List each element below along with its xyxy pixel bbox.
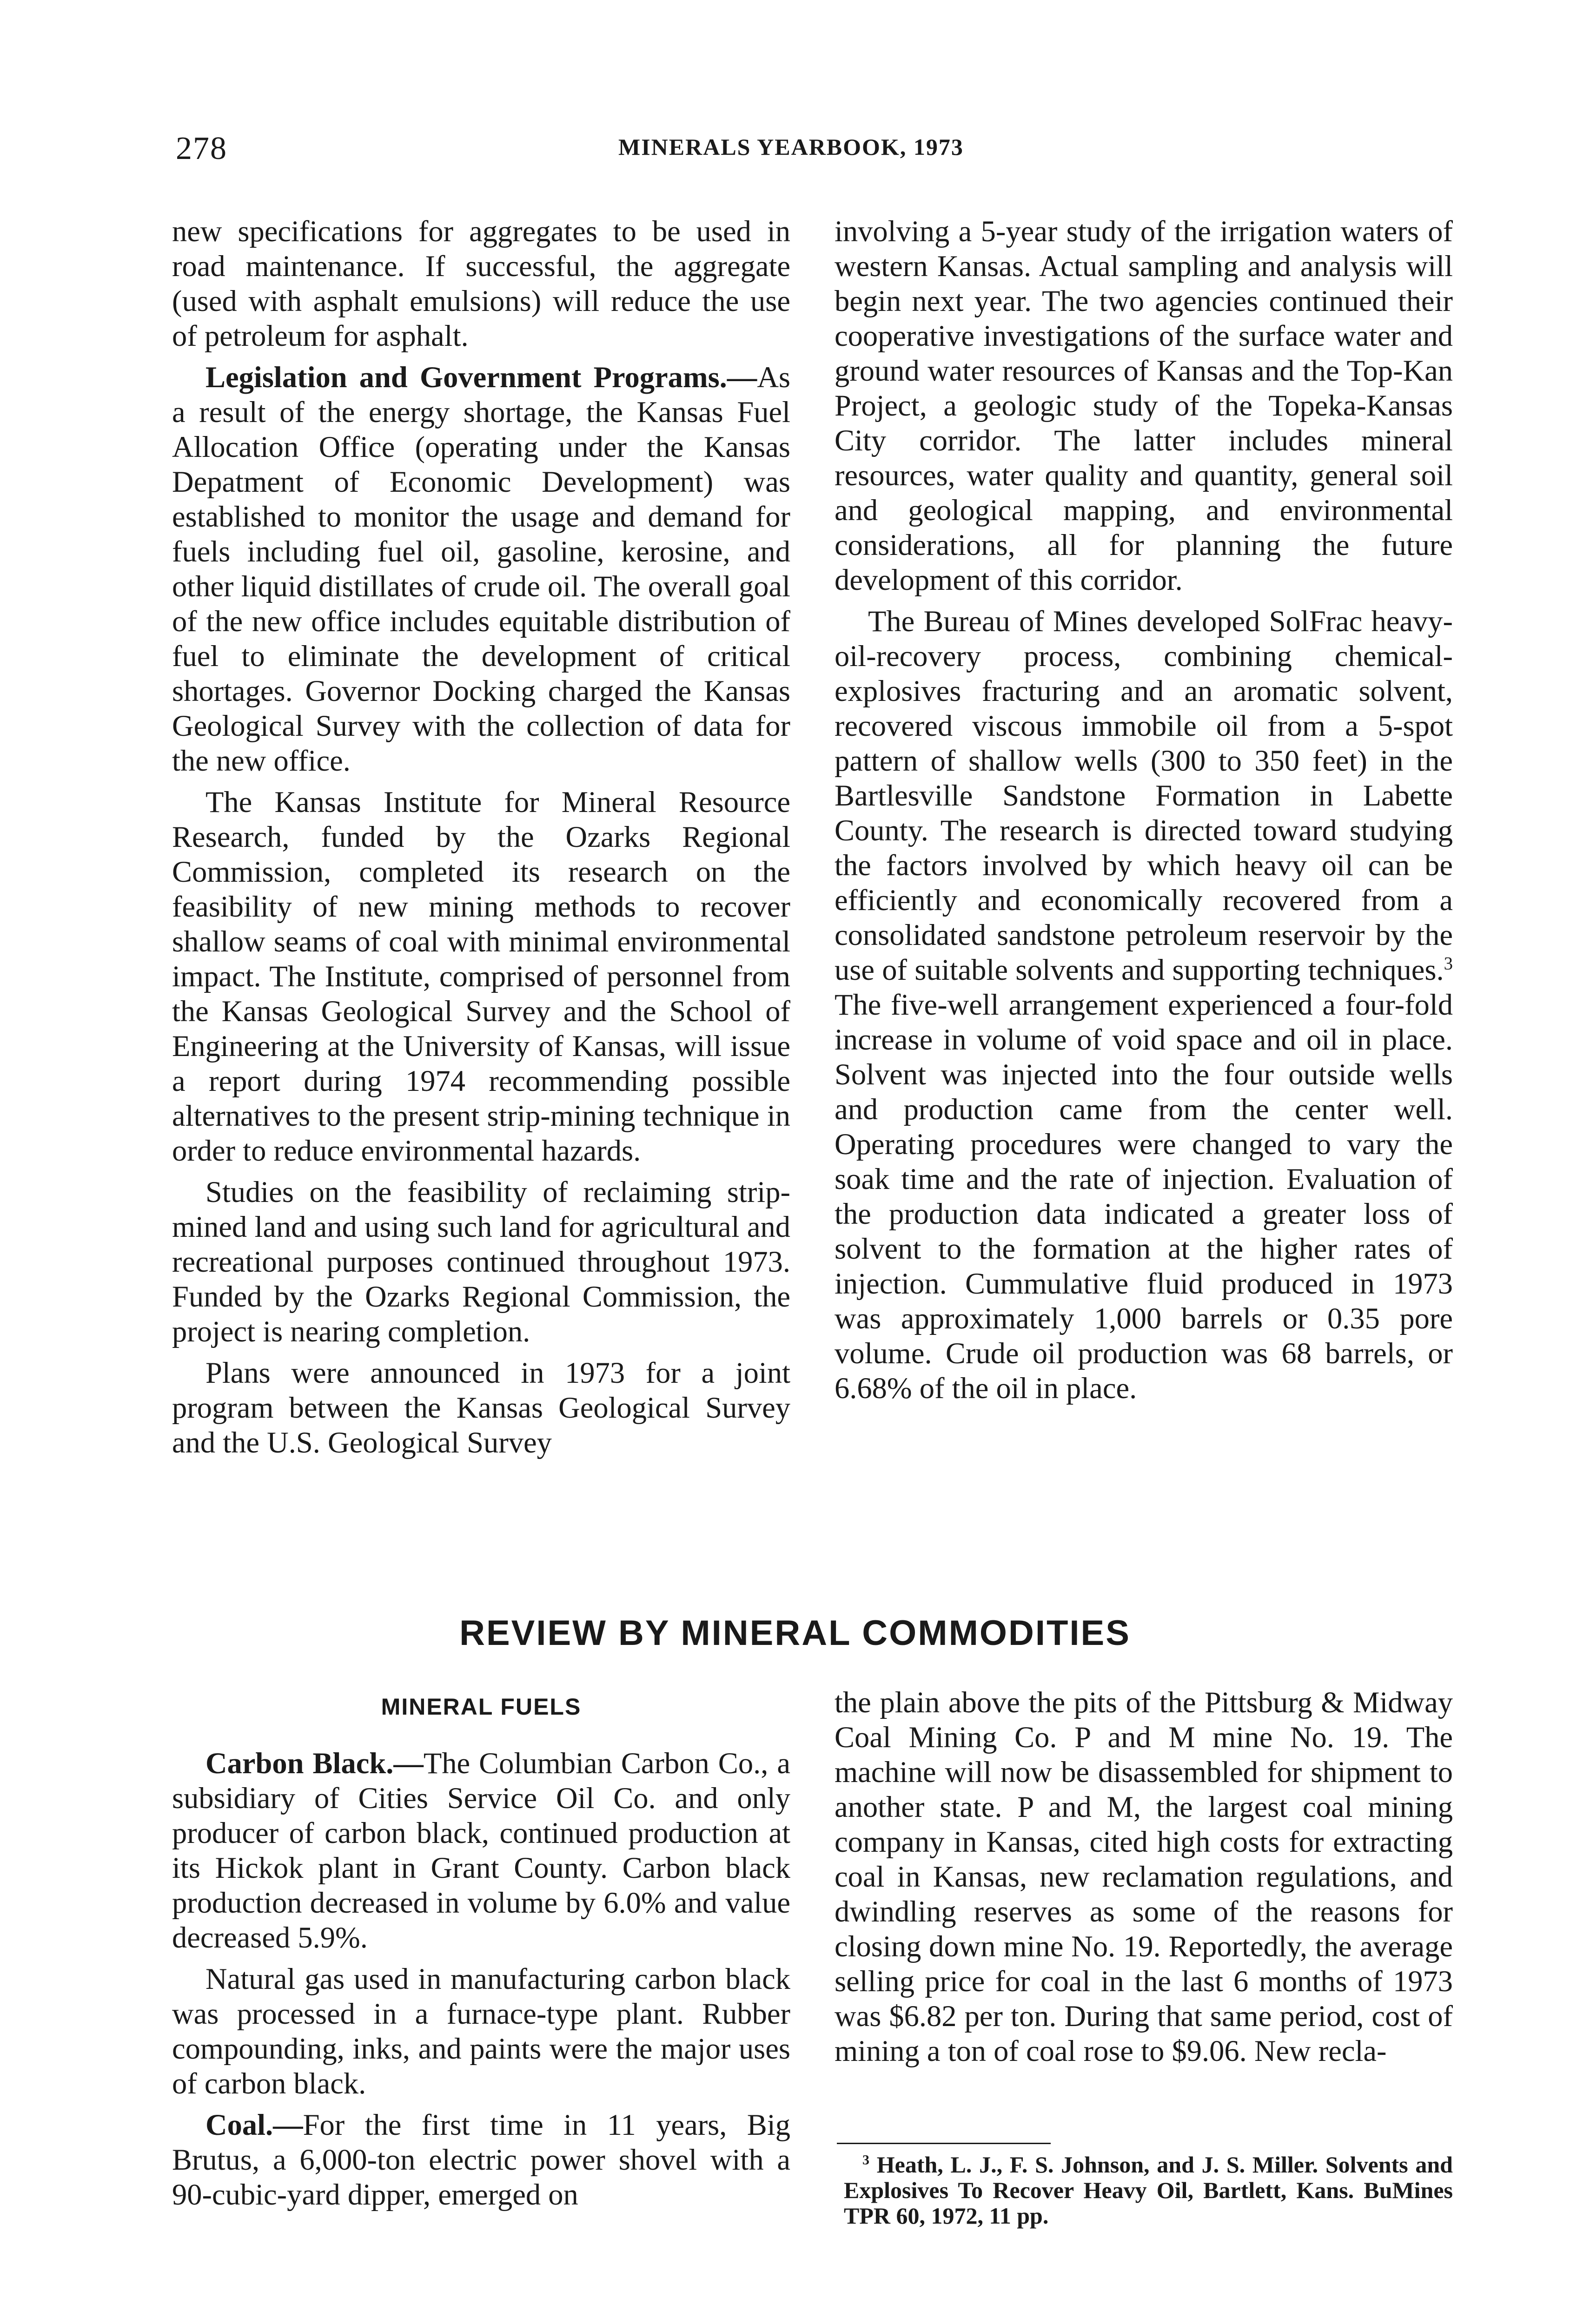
paragraph-legislation-body: As a result of the energy shortage, the Kansas Fuel Allocation Office (operating under the Kansas Depatment of Economic Development) was established to monitor the usage and demand for fuels including fuel oil, gasoline, kerosine, and other liquid distillates of crude oil. The overall goal of the new office includes equitable distribution of fuel to eliminate the development of critical shortages. Governor Docking charged the Kansas Geological Survey with the collection of data for the new office. bbox=[172, 361, 790, 777]
section-heading: REVIEW BY MINERAL COMMODITIES bbox=[459, 1613, 1131, 1653]
paragraph-big-brutus: the plain above the pits of the Pittsburg & Midway Coal Mining Co. P and M mine No. 19. The machine will now be disassembled for shipment to another state. P and M, the largest coal mining company in Kansas, cited high costs for extracting coal in Kansas, new reclamation regulations, and dwindling reserves as some of the reasons for closing down mine No. 19. Reportedly, the average selling price for coal in the last 6 months of 1973 was $6.82 per ton. During that same period, cost of mining a ton of coal rose to $9.06. New recla- bbox=[835, 1686, 1453, 2067]
paragraph-reclamation-studies: Studies on the feasibility of reclaiming strip-mined land and using such land for agricultural and recreational purposes continued throughout 1973. Funded by the Ozarks Regional Commission, the project is nearing completion. bbox=[172, 1175, 790, 1348]
paragraph-coal bbox=[172, 2107, 790, 2212]
footnote bbox=[844, 2152, 1453, 2229]
paragraph-institute: The Kansas Institute for Mineral Resource Research, funded by the Ozarks Regional Commission, completed its research on the feasibility of new mining methods to recover shallow seams of coal with minimal environmental impact. The Institute, comprised of personnel from the Kansas Geological Survey and the School of Engineering at the University of Kansas, will issue a report during 1974 recommending possible alternatives to the present strip-mining technique in order to reduce environmental hazards. bbox=[172, 786, 790, 1167]
paragraph-joint-program: Plans were announced in 1973 for a joint program between the Kansas Geological Survey and the U.S. Geological Survey bbox=[172, 1356, 790, 1459]
run-in-heading-legislation: Legislation and Government Programs.— bbox=[205, 361, 757, 394]
right-column-bottom bbox=[835, 1685, 1453, 2068]
footnote-rule bbox=[837, 2143, 1051, 2144]
paragraph-solfrac-text: The Bureau of Mines developed SolFrac heavy-oil-recovery process, combining chemical-explosives fracturing and an aromatic solvent, recovered viscous immobile oil from a 5-spot pattern of shallow wells (300 to 350 feet) in the Bartlesville Sandstone Formation in Labette County. The research is directed toward studying the factors involved by which heavy oil can be efficiently and economically recovered from a consolidated sandstone petroleum reservoir by the use of suitable solvents and supporting techniques. bbox=[835, 605, 1453, 986]
running-title: MINERALS YEARBOOK, 1973 bbox=[618, 134, 964, 160]
footnote-marker: 3 bbox=[862, 2152, 869, 2168]
paragraph-aggregates: new specifications for aggregates to be used in road maintenance. If successful, the aggregate (used with asphalt emulsions) will reduce the use of petroleum for asphalt. bbox=[172, 215, 790, 352]
em-dash: — bbox=[273, 2108, 303, 2141]
paragraph-natural-gas: Natural gas used in manufacturing carbon black was processed in a furnace-type plant. Rubber compounding, inks, and paints were the major uses of carbon black. bbox=[172, 1962, 790, 2100]
footnote-reference: 3 bbox=[1444, 954, 1453, 974]
paragraph-coal-body: For the first time in 11 years, Big Brutus, a 6,000-ton electric power shovel with a 90-cubic-yard dipper, emerged on bbox=[172, 2108, 790, 2211]
paragraph-irrigation-study: involving a 5-year study of the irrigation waters of western Kansas. Actual sampling and analysis will begin next year. The two agencies continued their cooperative investigations of the surface water and ground water resources of Kansas and the Top-Kan Project, a geologic study of the Topeka-Kansas City corridor. The latter includes mineral resources, water quality and quantity, general soil and geological mapping, and environmental considerations, all for planning the future development of this corridor. bbox=[835, 215, 1453, 596]
run-in-heading-carbon-black: Carbon Black. bbox=[205, 1747, 394, 1780]
footnote-text: Heath, L. J., F. S. Johnson, and J. S. Miller. Solvents and Explosives To Recover Heavy Oil, Bartlett, Kans. BuMines TPR 60, 1972, 11 pp. bbox=[844, 2152, 1453, 2229]
right-column-top bbox=[835, 214, 1453, 1406]
subsection-heading: MINERAL FUELS bbox=[381, 1694, 582, 1720]
paragraph-carbon-black bbox=[172, 1746, 790, 1955]
run-in-heading-coal: Coal. bbox=[205, 2108, 273, 2141]
em-dash: — bbox=[393, 1747, 424, 1780]
paragraph-carbon-black-body: The Columbian Carbon Co., a subsidiary of Cities Service Oil Co. and only producer of carbon black, continued production at its Hickok plant in Grant County. Carbon black production decreased in volume by 6.0% and value decreased 5.9%. bbox=[172, 1747, 790, 1954]
left-column-bottom bbox=[172, 1690, 790, 2212]
paragraph-legislation bbox=[172, 360, 790, 778]
left-column-top bbox=[172, 214, 790, 1460]
paragraph-solfrac-continued: The five-well arrangement experienced a four-fold increase in volume of void space and oil in place. Solvent was injected into the four outside wells and production came from the center well. Operating procedures were changed to vary the soak time and the rate of injection. Evaluation of the production data indicated a greater loss of solvent to the formation at the higher rates of injection. Cummulative fluid produced in 1973 was approximately 1,000 barrels or 0.35 pore volume. Crude oil production was 68 barrels, or 6.68% of the oil in place. bbox=[835, 988, 1453, 1405]
page-number: 278 bbox=[176, 131, 227, 166]
paragraph-solfrac bbox=[835, 604, 1453, 1406]
